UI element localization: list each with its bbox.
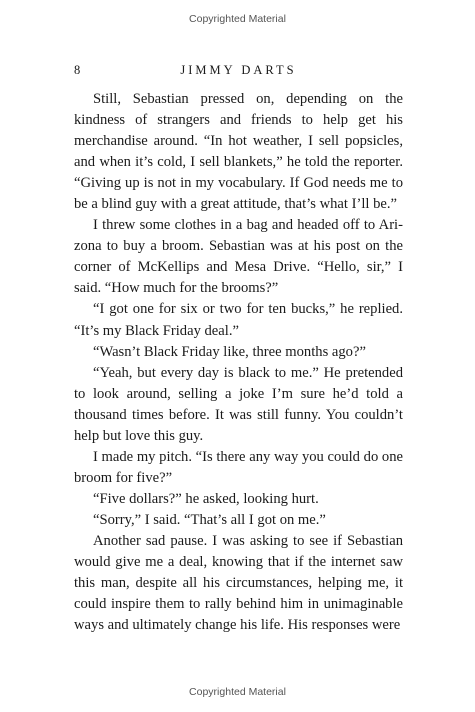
paragraph: I made my pitch. “Is there any way you could do one broom for five?” (74, 448, 403, 486)
copyright-watermark-top: Copyrighted Material (189, 13, 286, 25)
paragraph: “Yeah, but every day is black to me.” He pretended to look around, selling a joke I’m sure he’d told a thousand times before. It was still funny. You couldn’t help but love this guy. (74, 364, 403, 444)
paragraph: “Sorry,” I said. “That’s all I got on me.” (93, 511, 326, 528)
body-text (74, 89, 403, 636)
paragraph: I threw some clothes in a bag and headed off to Arizona to buy a broom. Sebastian was at his post on the corner of McKellips and Mesa Drive. “Hello, sir,” I said. “How much for the brooms?” (74, 217, 403, 297)
book-title: JIMMY DARTS (180, 63, 297, 77)
page-number: 8 (74, 63, 81, 77)
paragraph: “I got one for six or two for ten bucks,” he replied. “It’s my Black Friday deal.” (74, 301, 403, 339)
paragraph: Still, Sebastian pressed on, depending on the kindness of strangers and friends to help get his merchandise around. “In hot weather, I sell popsicles, and when it’s cold, I sell blankets,” he told the reporter. “Giving up is not in my vocabulary. If God needs me to be a blind guy with a great attitude, that’s what I’ll be.” (74, 91, 403, 213)
paragraph: Another sad pause. I was asking to see if Sebastian would give me a deal, knowing that if the internet saw this man, despite all his circumstances, helping me, it could inspire them to rally behind him in unimaginable ways and ultimately change his life. His responses were (74, 532, 403, 634)
paragraph: “Wasn’t Black Friday like, three months ago?” (93, 343, 366, 360)
paragraph: “Five dollars?” he asked, looking hurt. (93, 490, 319, 507)
copyright-watermark-bottom: Copyrighted Material (189, 686, 286, 698)
running-head (74, 63, 403, 79)
